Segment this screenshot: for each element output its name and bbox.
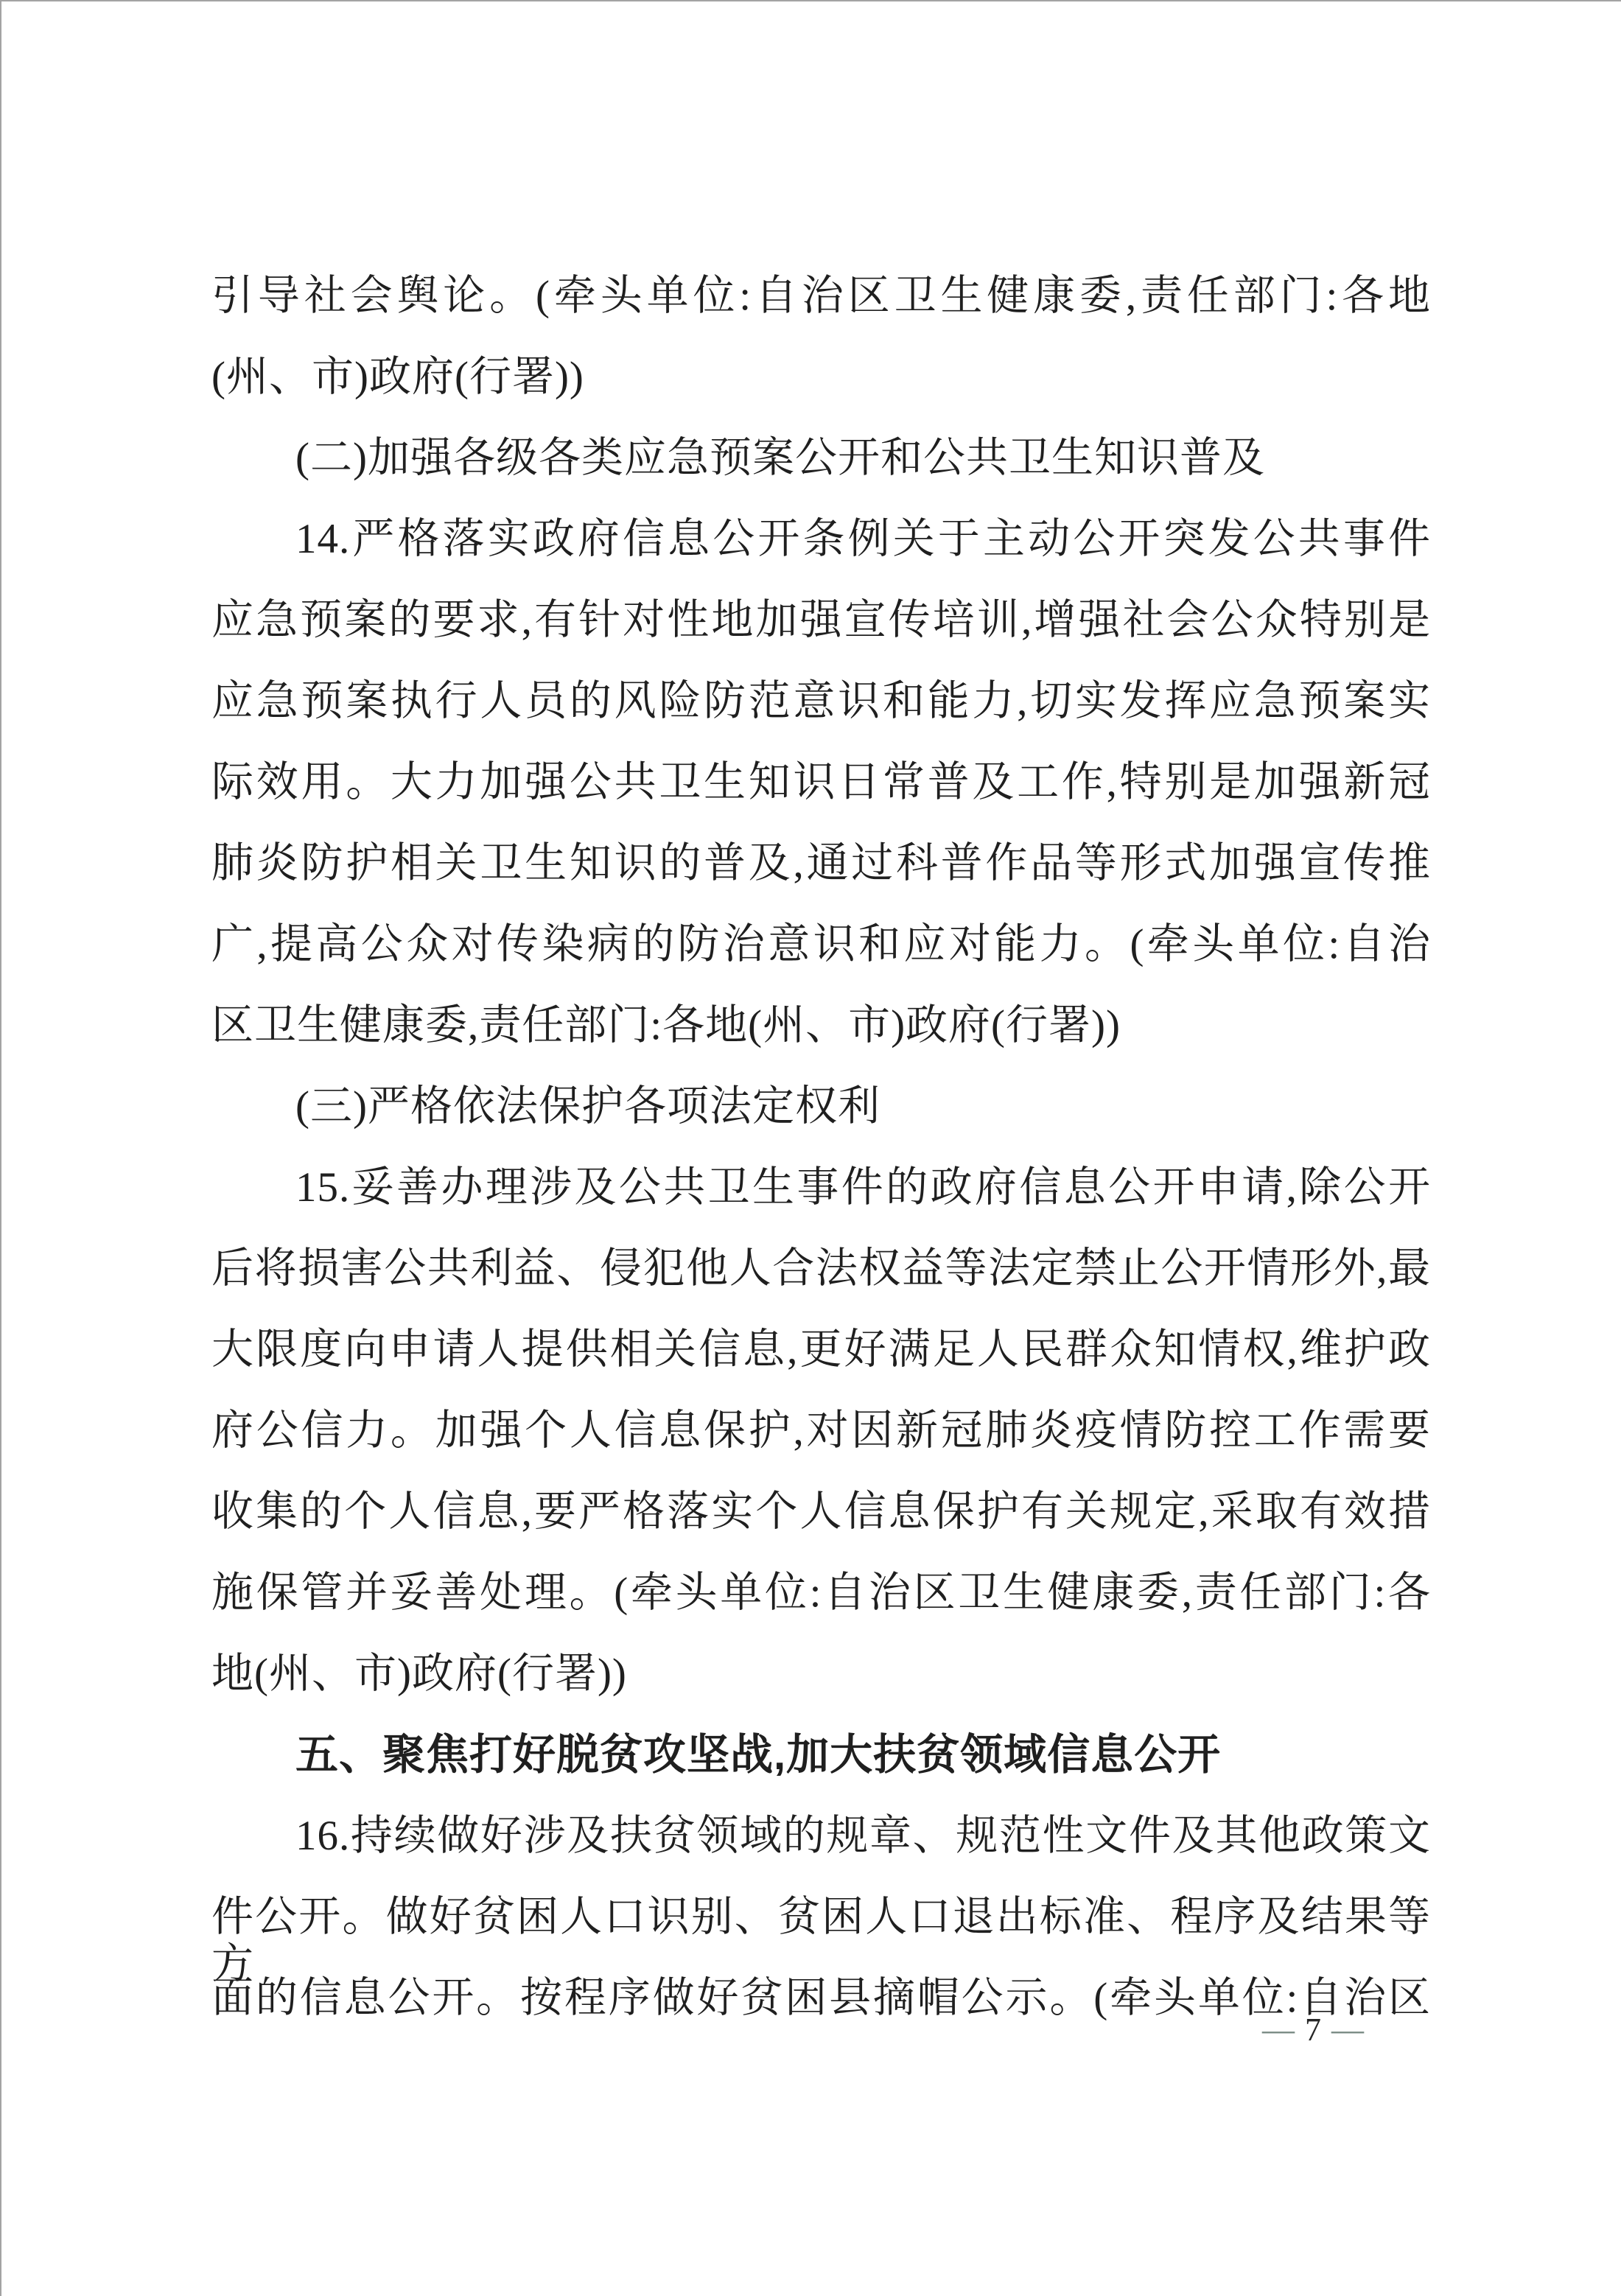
paragraph-line: 后将损害公共利益、侵犯他人合法权益等法定禁止公开情形外,最	[211, 1245, 1431, 1292]
paragraph-line: 大限度向申请人提供相关信息,更好满足人民群众知情权,维护政	[211, 1326, 1431, 1373]
paragraph-line: 施保管并妥善处理。(牵头单位:自治区卫生健康委,责任部门:各	[211, 1569, 1431, 1616]
page-number	[1210, 2012, 1416, 2048]
section-heading: 五、聚焦打好脱贫攻坚战,加大扶贫领域信息公开	[295, 1731, 1222, 1779]
subsection-heading: (二)加强各级各类应急预案公开和公共卫生知识普及	[295, 435, 1265, 481]
paragraph-line: 应急预案的要求,有针对性地加强宣传培训,增强社会公众特别是	[211, 597, 1431, 643]
document-text-block	[211, 273, 1431, 2056]
paragraph-line: 广,提高公众对传染病的防治意识和应对能力。(牵头单位:自治	[211, 921, 1431, 967]
page-number-left-dash: —	[1262, 2012, 1295, 2048]
paragraph-line: 15.妥善办理涉及公共卫生事件的政府信息公开申请,除公开	[295, 1164, 1431, 1211]
paragraph-line: 地(州、市)政府(行署))	[211, 1651, 627, 1697]
subsection-heading: (三)严格依法保护各项法定权利	[295, 1083, 880, 1130]
paragraph-line: 引导社会舆论。(牵头单位:自治区卫生健康委,责任部门:各地	[211, 273, 1431, 319]
paragraph-line: 件公开。做好贫困人口识别、贫困人口退出标准、程序及结果等方	[211, 1894, 1431, 1987]
page-number-right-dash: —	[1331, 2012, 1364, 2048]
paragraph-line: 面的信息公开。按程序做好贫困县摘帽公示。(牵头单位:自治区	[211, 1975, 1431, 2021]
paragraph-line: 14.严格落实政府信息公开条例关于主动公开突发公共事件	[295, 516, 1431, 562]
paragraph-line: 区卫生健康委,责任部门:各地(州、市)政府(行署))	[211, 1002, 1121, 1049]
paragraph-line: 肺炎防护相关卫生知识的普及,通过科普作品等形式加强宣传推	[211, 840, 1431, 886]
paragraph-line: 应急预案执行人员的风险防范意识和能力,切实发挥应急预案实	[211, 678, 1431, 724]
paragraph-line: 16.持续做好涉及扶贫领域的规章、规范性文件及其他政策文	[295, 1813, 1431, 1859]
paragraph-line: 府公信力。加强个人信息保护,对因新冠肺炎疫情防控工作需要	[211, 1407, 1431, 1454]
paragraph-line: (州、市)政府(行署))	[211, 354, 584, 400]
page-number-value: 7	[1305, 2012, 1321, 2048]
paragraph-line: 收集的个人信息,要严格落实个人信息保护有关规定,采取有效措	[211, 1488, 1431, 1535]
paragraph-line: 际效用。大力加强公共卫生知识日常普及工作,特别是加强新冠	[211, 759, 1431, 805]
